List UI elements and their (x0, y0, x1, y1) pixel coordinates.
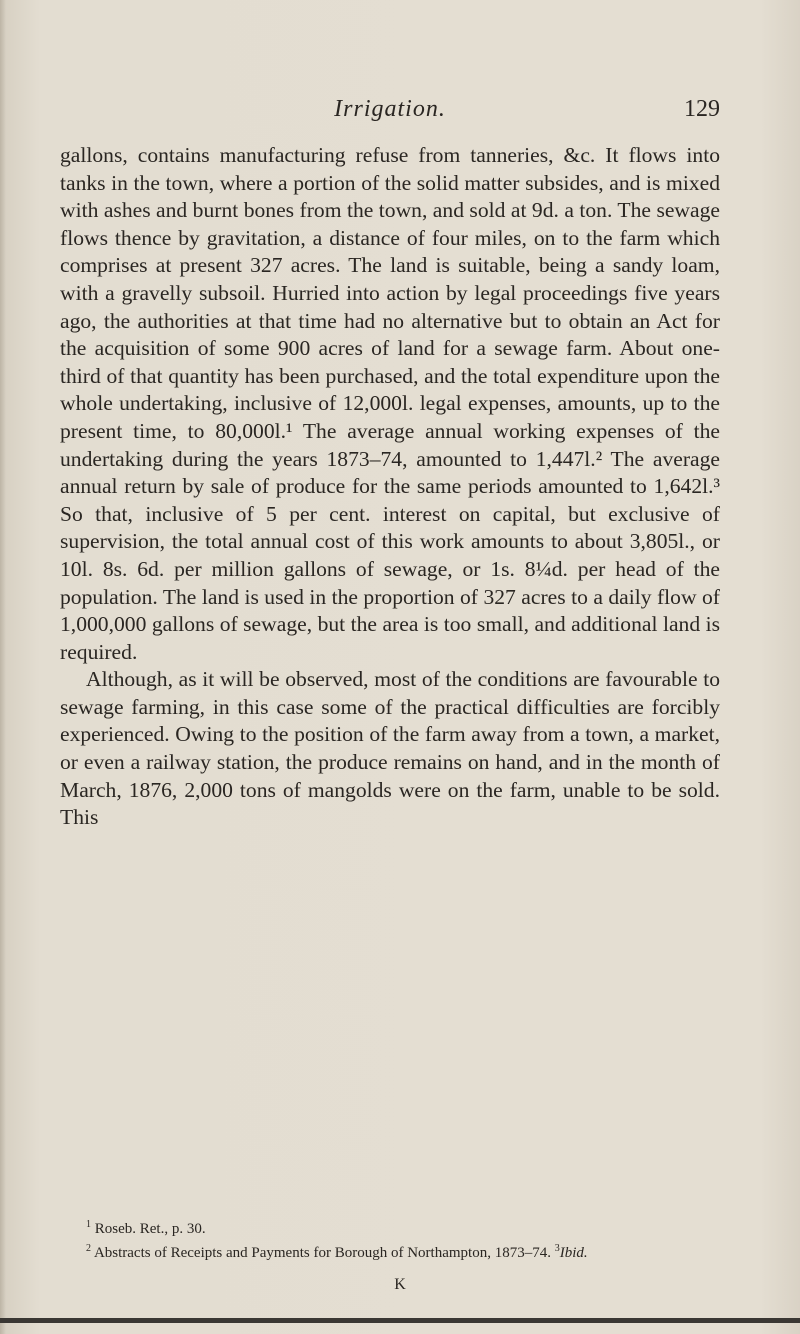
paragraph: gallons, contains manufacturing refuse from tanneries, &c. It flows into tanks in the town, where a portion of the solid matter subsides, and is mixed with ashes and burnt bones from the town, and sold at 9d. a ton. The sewage flows thence by gravitation, a distance of four miles, on to the farm which comprises at present 327 acres. The land is suitable, being a sandy loam, with a gravelly subsoil. Hurried into action by legal proceedings five years ago, the authorities at that time had no alternative but to obtain an Act for the acquisition of some 900 acres of land for a sewage farm. About one-third of that quantity has been purchased, and the total expenditure upon the whole undertaking, inclusive of 12,000l. legal expenses, amounts, up to the present time, to 80,000l.¹ The average annual working expenses of the undertaking during the years 1873–74, amounted to 1,447l.² The average annual return by sale of produce for the same periods amounted to 1,642l.³ So that, inclusive of 5 per cent. interest on capital, but exclusive of supervision, the total annual cost of this work amounts to about 3,805l., or 10l. 8s. 6d. per million gallons of sewage, or 1s. 8¼d. per head of the population. The land is used in the proportion of 327 acres to a daily flow of 1,000,000 gallons of sewage, but the area is too small, and additional land is required. (60, 143, 720, 664)
page-header (60, 96, 720, 132)
page-number: 129 (684, 96, 720, 122)
page-bottom-edge (0, 1318, 800, 1323)
page-gutter-shadow (0, 0, 6, 1334)
footnote-marker: 3 (554, 1243, 560, 1254)
footnote-text: Ibid. (559, 1245, 588, 1261)
footnote-marker: 2 (86, 1243, 91, 1254)
paragraph: Although, as it will be observed, most of the conditions are favourable to sewage farming, in this case some of the practical difficulties are forcibly experienced. Owing to the position of the farm away from a town, a market, or even a railway station, the produce remains on hand, and in the month of March, 1876, 2,000 tons of mangolds were on the farm, unable to be sold. This (60, 667, 720, 830)
body-text (60, 142, 720, 832)
footnote-text: Abstracts of Receipts and Payments for Borough of Northampton, 1873–74. (93, 1245, 551, 1261)
footnote-1 (60, 1215, 720, 1239)
footnote-text: Roseb. Ret., p. 30. (94, 1221, 206, 1237)
running-title: Irrigation. (334, 96, 446, 122)
footnote-2 (60, 1239, 720, 1263)
footnote-marker: 1 (86, 1219, 91, 1230)
signature-mark: K (394, 1276, 406, 1293)
footnotes (60, 1215, 720, 1263)
